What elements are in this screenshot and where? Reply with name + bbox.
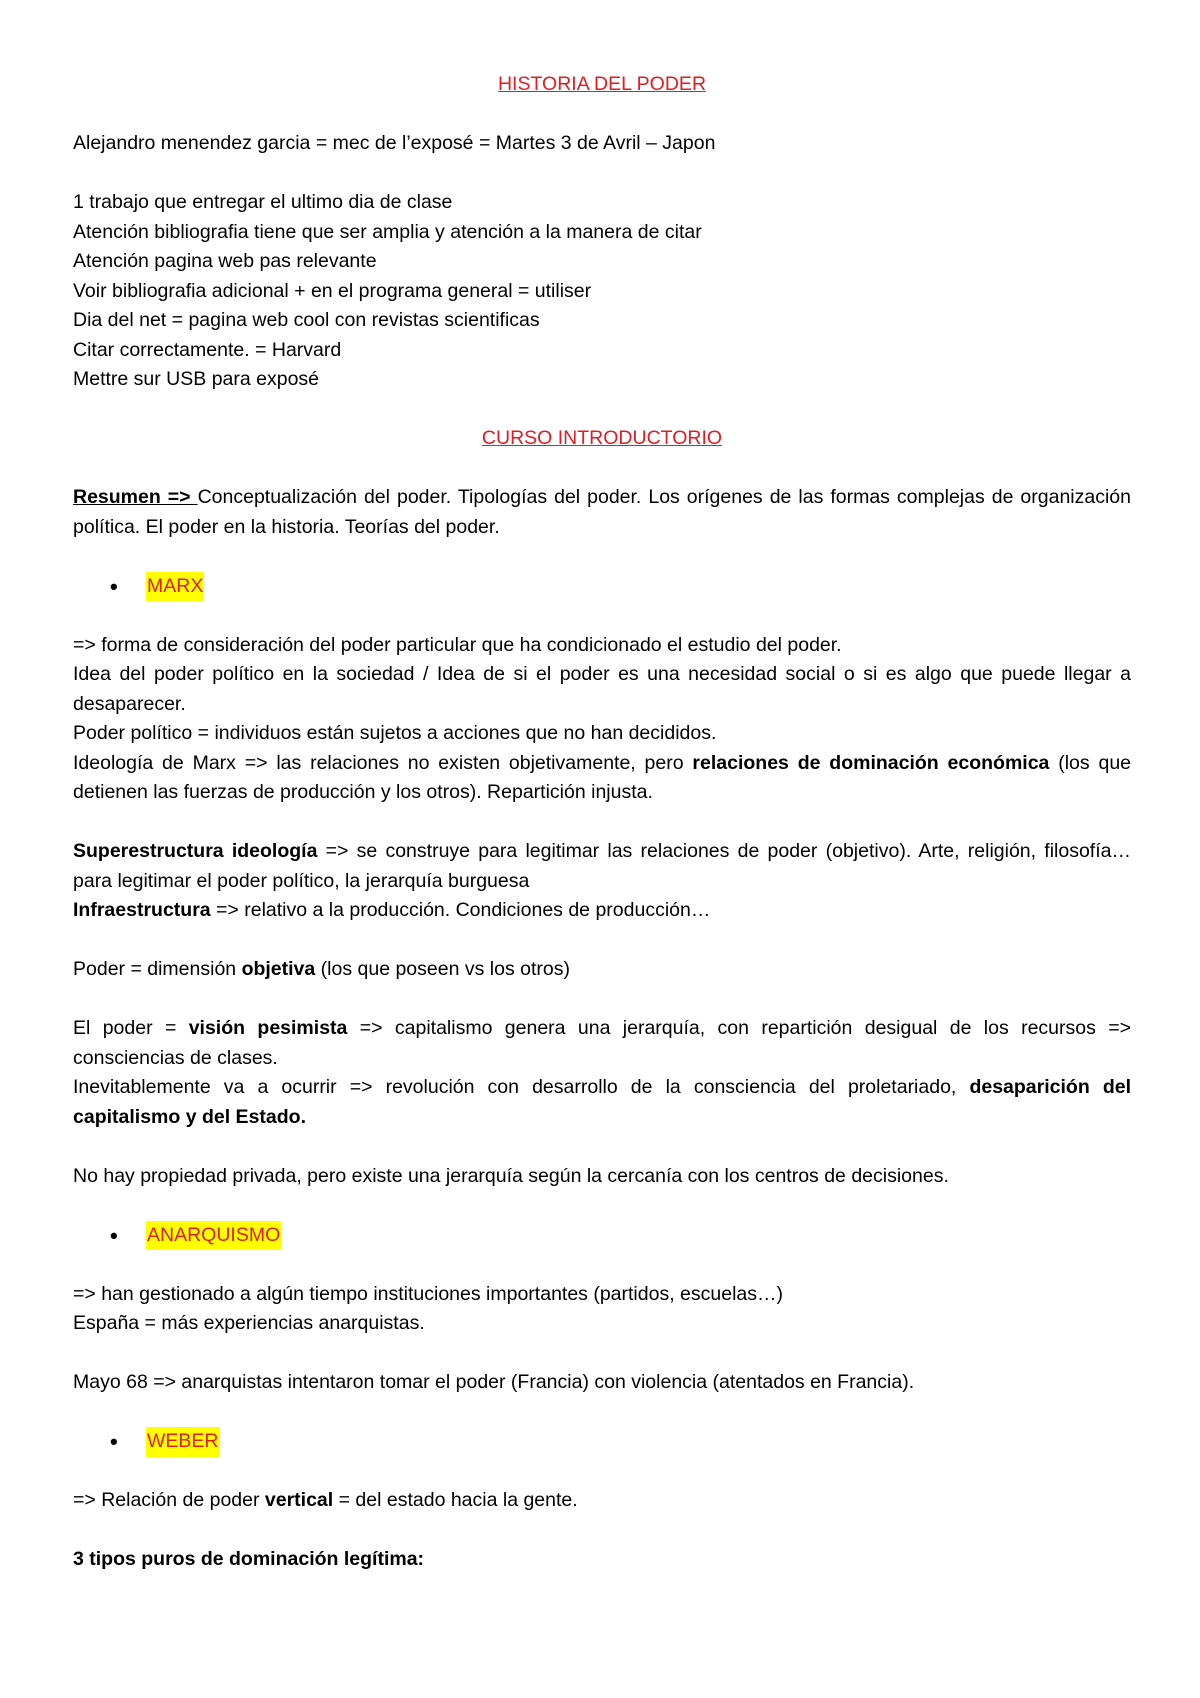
bullet-anarquismo-label: ANARQUISMO (146, 1221, 281, 1251)
summary-paragraph (73, 483, 1131, 542)
revolucion-a: Inevitablemente va a ocurrir => revolución con desarrollo de la consciencia del proletariado, (73, 1076, 970, 1098)
superestructura-text: => se construye para legitimar las relaciones de poder (objetivo). Arte, religión, filosofía… para legitimar el poder político, la jerarquía burguesa (73, 840, 1131, 892)
weber-tipos-heading: 3 tipos puros de dominación legítima: (73, 1548, 425, 1570)
bullet-dot-icon: • (110, 573, 118, 599)
revolucion-bold: desaparición del capitalismo y del Estado. (73, 1076, 1131, 1128)
summary-text: Conceptualización del poder. Tipologías del poder. Los orígenes de las formas complejas de organización política. El poder en la historia. Teorías del poder. (73, 486, 1131, 538)
intro-info: Alejandro menendez garcia = mec de l’exposé = Martes 3 de Avril – Japon (73, 132, 716, 154)
poder-objetivo-line (73, 955, 1131, 985)
marx-line-4 (73, 749, 1131, 808)
vision-pesimista-paragraph (73, 1014, 1131, 1073)
bullet-marx (73, 572, 1131, 602)
revolucion-paragraph (73, 1073, 1131, 1132)
bullet-marx-label: MARX (146, 572, 204, 602)
marx-line-3: Poder político = individuos están sujetos a acciones que no han decididos. (73, 722, 717, 744)
vision-pesimista-a: El poder = (73, 1017, 189, 1039)
infraestructura-line (73, 896, 1131, 926)
anarquismo-line-3: Mayo 68 => anarquistas intentaron tomar el poder (Francia) con violencia (atentados en Francia). (73, 1371, 915, 1393)
anarquismo-line-1: => han gestionado a algún tiempo instituciones importantes (partidos, escuelas…) (73, 1282, 783, 1305)
note-2: Atención bibliografia tiene que ser amplia y atención a la manera de citar (73, 220, 702, 243)
course-heading: CURSO INTRODUCTORIO (481, 427, 723, 449)
marx-line-1: => forma de consideración del poder particular que ha condicionado el estudio del poder. (73, 633, 842, 656)
infraestructura-text: => relativo a la producción. Condiciones de producción… (210, 899, 711, 921)
superestructura-term: Superestructura ideología (73, 840, 318, 862)
vision-pesimista-bold: visión pesimista (188, 1017, 348, 1039)
note-4: Voir bibliografia adicional + en el programa general = utiliser (73, 279, 592, 302)
summary-label: Resumen => (73, 486, 198, 508)
bullet-weber (73, 1427, 1131, 1457)
weber-line-1-bold: vertical (264, 1489, 334, 1511)
bullet-weber-label: WEBER (146, 1427, 220, 1457)
weber-line-1-c: = del estado hacia la gente. (333, 1489, 578, 1511)
superestructura-paragraph (73, 837, 1131, 896)
marx-line-4-c: (los que detienen las fuerzas de producción y los otros). Repartición injusta. (73, 751, 1132, 803)
weber-line-1-a: => Relación de poder (73, 1489, 265, 1511)
weber-line-2 (73, 1545, 1131, 1575)
propiedad-line: No hay propiedad privada, pero existe una jerarquía según la cercanía con los centros de decisiones. (73, 1164, 949, 1187)
bullet-dot-icon: • (110, 1222, 118, 1248)
document-title: HISTORIA DEL PODER (497, 73, 707, 95)
note-6: Citar correctamente. = Harvard (73, 338, 342, 361)
note-3: Atención pagina web pas relevante (73, 250, 377, 272)
vision-pesimista-c: => capitalismo genera una jerarquía, con repartición desigual de los recursos => consciencias de clases. (73, 1017, 1132, 1069)
note-1: 1 trabajo que entregar el ultimo dia de clase (73, 191, 453, 213)
marx-line-2: Idea del poder político en la sociedad / Idea de si el poder es una necesidad social o si es algo que puede llegar a desaparecer. (73, 663, 1131, 715)
document-body (73, 70, 1131, 1575)
infraestructura-term: Infraestructura (73, 899, 211, 921)
marx-line-4-bold: relaciones de dominación económica (692, 751, 1050, 774)
weber-line-1 (73, 1486, 1131, 1516)
bullet-anarquismo (73, 1221, 1131, 1251)
note-5: Dia del net = pagina web cool con revistas scientificas (73, 309, 540, 331)
poder-objetivo-a: Poder = dimensión (73, 958, 242, 980)
poder-objetivo-c: (los que poseen vs los otros) (315, 958, 570, 980)
note-7: Mettre sur USB para exposé (73, 368, 320, 390)
anarquismo-line-2: España = más experiencias anarquistas. (73, 1312, 425, 1334)
marx-line-4-a: Ideología de Marx => las relaciones no existen objetivamente, pero (73, 751, 693, 774)
bullet-dot-icon: • (110, 1429, 118, 1454)
poder-objetivo-bold: objetiva (241, 958, 316, 980)
